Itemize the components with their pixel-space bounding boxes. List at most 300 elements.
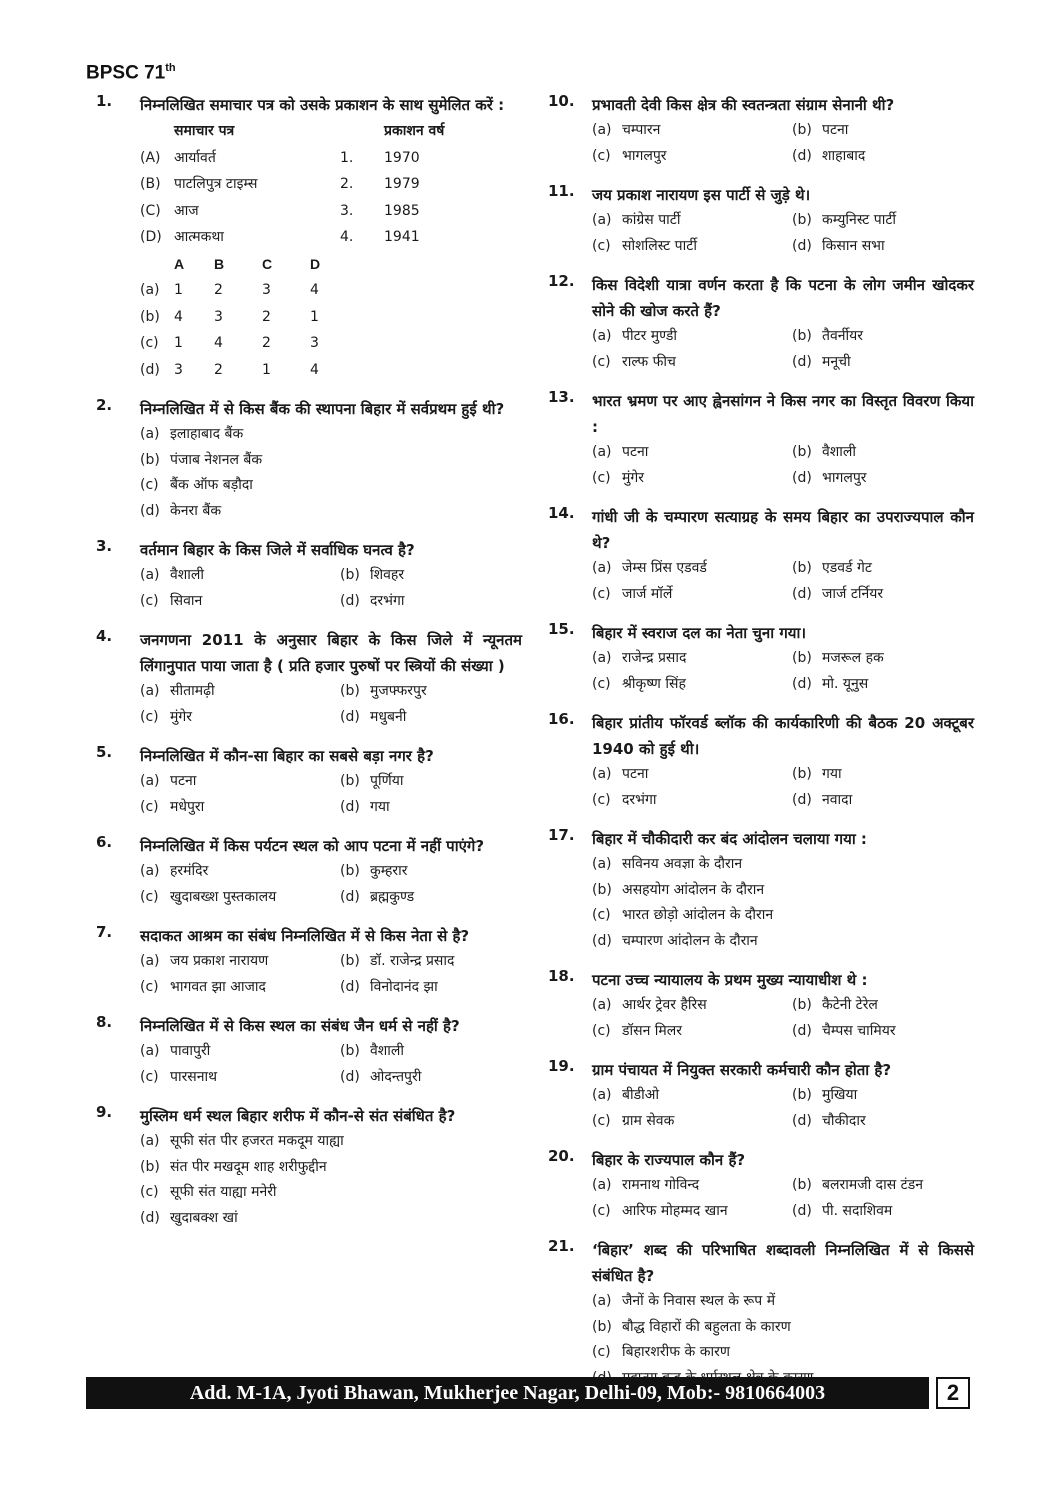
- option-label: (c): [592, 791, 611, 808]
- option-label: (b): [592, 881, 612, 898]
- question-text: वर्तमान बिहार के किस जिले में सर्वाधिक घनत्व है?: [140, 541, 415, 559]
- option-text: राजेन्द्र प्रसाद: [622, 650, 687, 666]
- option-text: पावापुरी: [170, 1043, 211, 1059]
- left-column: [86, 92, 522, 1244]
- option-text: मुखिया: [822, 1087, 858, 1103]
- option-text: बिहारशरीफ के कारण: [622, 1344, 730, 1360]
- code-label: (d): [140, 361, 160, 378]
- question-text: किस विदेशी यात्रा वर्णन करता है कि पटना के लोग जमीन खोदकर सोने की खोज करते हैं?: [592, 276, 974, 320]
- option-text: बलरामजी दास टंडन: [822, 1177, 923, 1193]
- code-value: 2: [214, 282, 223, 298]
- code-value: 3: [262, 282, 271, 298]
- option-label: (a): [140, 773, 160, 789]
- question-text: गांधी जी के चम्पारण सत्याग्रह के समय बिहार का उपराज्यपाल कौन थे?: [592, 508, 974, 552]
- match-col1-head: समाचार पत्र: [174, 123, 235, 139]
- question: [538, 92, 974, 169]
- question-text: पटना उच्च न्यायालय के प्रथम मुख्य न्यायाधीश थे :: [592, 971, 868, 989]
- question-number: 1.: [96, 92, 113, 110]
- option: [592, 1289, 974, 1315]
- question-number: 19.: [548, 1057, 575, 1075]
- option-label: (b): [792, 444, 812, 460]
- option-text: सूफी संत याह्या मनेरी: [170, 1184, 277, 1200]
- option-text: संत पीर मखदूम शाह शरीफुद्दीन: [170, 1158, 327, 1175]
- option: [140, 448, 522, 474]
- match-row-num: 1.: [340, 149, 354, 166]
- option-text: पूर्णिया: [370, 773, 404, 789]
- option-label: (d): [792, 1202, 812, 1219]
- option-label: (d): [340, 888, 360, 905]
- options-grid: [592, 118, 974, 169]
- option-label: (b): [792, 1087, 812, 1103]
- option-label: (d): [340, 978, 360, 995]
- question: [538, 710, 974, 813]
- code-value: 4: [174, 308, 183, 325]
- code-row: [140, 357, 522, 384]
- option-label: (c): [140, 592, 159, 609]
- option-label: (b): [792, 560, 812, 576]
- option-text: कम्युनिस्ट पार्टी: [822, 212, 897, 228]
- question-number: 6.: [96, 833, 113, 851]
- option-text: हरमंदिर: [170, 863, 209, 879]
- options-grid: [140, 1039, 522, 1090]
- code-value: 3: [310, 335, 319, 351]
- option-text: पटना: [822, 122, 849, 138]
- question-text: जनगणना 2011 के अनुसार बिहार के किस जिले में न्यूनतम लिंगानुपात पाया जाता है ( प्रति हजार पुरुषों पर स्त्रियों की संख्या ): [140, 631, 522, 675]
- code-value: 2: [262, 308, 271, 325]
- exam-title: BPSC 71: [86, 62, 166, 84]
- options-grid: [592, 208, 974, 259]
- code-label: (a): [140, 282, 160, 298]
- code-value: 1: [310, 308, 319, 325]
- page-header: [86, 62, 176, 84]
- match-row-num: 3.: [340, 202, 354, 219]
- question: [538, 182, 974, 259]
- option-text: पारसनाथ: [170, 1068, 218, 1085]
- match-row-label: (C): [140, 202, 161, 219]
- option-text: ग्राम सेवक: [622, 1112, 675, 1129]
- option-label: (a): [592, 122, 612, 138]
- option-label: (c): [140, 798, 159, 815]
- option-label: (c): [592, 675, 611, 692]
- option-label: (b): [140, 1158, 160, 1175]
- option-text: सीतामढ़ी: [170, 683, 215, 699]
- question-text: बिहार के राज्यपाल कौन हैं?: [592, 1151, 746, 1169]
- code-value: 4: [310, 361, 319, 378]
- option-label: (b): [792, 122, 812, 138]
- option-text: गया: [370, 798, 390, 815]
- question-text: ग्राम पंचायत में नियुक्त सरकारी कर्मचारी कौन होता है?: [592, 1061, 892, 1079]
- option-label: (b): [340, 773, 360, 789]
- option-text: गया: [822, 766, 842, 782]
- question-number: 14.: [548, 504, 575, 522]
- option-text: सविनय अवज्ञा के दौरान: [622, 856, 743, 872]
- option-label: (b): [340, 683, 360, 699]
- match-table: [140, 118, 522, 251]
- option-label: (a): [592, 212, 612, 228]
- option-label: (d): [792, 675, 812, 692]
- option-label: (c): [140, 1184, 159, 1200]
- code-head: D: [310, 255, 321, 272]
- option-text: ब्रह्मकुण्ड: [370, 888, 415, 905]
- question: [538, 272, 974, 375]
- option-label: (a): [140, 863, 160, 879]
- match-row-label: (B): [140, 176, 161, 192]
- option: [592, 878, 974, 904]
- question-number: 4.: [96, 627, 113, 645]
- option-label: (d): [592, 932, 612, 949]
- question-text: निम्नलिखित में कौन-सा बिहार का सबसे बड़ा नगर है?: [140, 747, 434, 765]
- question: [86, 537, 522, 614]
- option-text: मजरूल हक: [822, 650, 884, 666]
- option-label: (a): [140, 683, 160, 699]
- option-label: (a): [592, 560, 612, 576]
- option-text: आर्थर ट्रेवर हैरिस: [622, 997, 707, 1013]
- question: [86, 923, 522, 1000]
- question-number: 8.: [96, 1013, 113, 1031]
- option-label: (c): [140, 1068, 159, 1085]
- option-text: बैंक ऑफ बड़ौदा: [170, 477, 253, 493]
- question-text: मुस्लिम धर्म स्थल बिहार शरीफ में कौन-से संत संबंधित है?: [140, 1107, 456, 1125]
- option-label: (a): [592, 1087, 612, 1103]
- option-text: विनोदानंद झा: [370, 978, 438, 995]
- options-grid: [140, 859, 522, 910]
- question: [538, 388, 974, 491]
- code-value: 3: [174, 361, 183, 378]
- code-row: [140, 330, 522, 357]
- option-label: (b): [792, 328, 812, 344]
- code-head: A: [174, 255, 185, 272]
- option-label: (a): [592, 766, 612, 782]
- option-text: जार्ज मॉर्ले: [622, 585, 673, 602]
- option-text: वैशाली: [822, 444, 857, 460]
- option-text: श्रीकृष्ण सिंह: [622, 675, 686, 692]
- option-label: (b): [340, 953, 360, 969]
- option-label: (a): [140, 567, 160, 583]
- option-text: भागलपुर: [622, 147, 667, 164]
- code-row: [140, 277, 522, 304]
- question-number: 18.: [548, 967, 575, 985]
- option-label: (b): [140, 451, 160, 468]
- question-text: जय प्रकाश नारायण इस पार्टी से जुड़े थे।: [592, 186, 811, 204]
- option-label: (d): [140, 1209, 160, 1226]
- option-text: पंजाब नेशनल बैंक: [170, 451, 263, 468]
- question-number: 12.: [548, 272, 575, 290]
- option-text: चौकीदार: [822, 1112, 866, 1129]
- option: [140, 422, 522, 448]
- option-label: (a): [592, 997, 612, 1013]
- code-label: (c): [140, 335, 159, 351]
- option-label: (c): [592, 469, 611, 486]
- question: [538, 620, 974, 697]
- question: [86, 396, 522, 524]
- code-spacer: [140, 251, 174, 278]
- code-head: B: [214, 255, 225, 272]
- option-label: (a): [140, 953, 160, 969]
- option-text: सूफी संत पीर हजरत मकदूम याह्या: [170, 1133, 344, 1149]
- option-label: (c): [592, 1112, 611, 1129]
- code-head: C: [262, 255, 273, 272]
- option-label: (c): [592, 907, 611, 923]
- option-label: (d): [340, 592, 360, 609]
- option-text: खुदाबख्श पुस्तकालय: [170, 888, 277, 905]
- option-label: (b): [792, 1177, 812, 1193]
- options-grid: [592, 993, 974, 1044]
- options-grid: [140, 949, 522, 1000]
- option-label: (b): [592, 1318, 612, 1335]
- question-number: 13.: [548, 388, 575, 406]
- option-label: (c): [592, 585, 611, 602]
- match-col2-head: प्रकाशन वर्ष: [384, 123, 445, 139]
- option-label: (c): [592, 353, 611, 370]
- option-text: आरिफ मोहम्मद खान: [622, 1202, 728, 1219]
- option-label: (d): [140, 502, 160, 519]
- question: [538, 504, 974, 607]
- option-text: रामनाथ गोविन्द: [622, 1177, 700, 1193]
- question: [538, 967, 974, 1044]
- option-text: मनूची: [822, 353, 851, 370]
- option-label: (d): [792, 147, 812, 164]
- option-text: बीडीओ: [622, 1087, 660, 1103]
- right-column: [538, 92, 974, 1404]
- options-grid: [592, 440, 974, 491]
- question-number: 5.: [96, 743, 113, 761]
- question-number: 3.: [96, 537, 113, 555]
- code-value: 4: [214, 335, 223, 351]
- option-text: कुम्हरार: [370, 863, 408, 879]
- question-number: 21.: [548, 1237, 575, 1255]
- option-label: (d): [792, 353, 812, 370]
- option-text: कांग्रेस पार्टी: [622, 212, 681, 228]
- option-text: ओदन्तपुरी: [370, 1068, 422, 1085]
- question: [538, 1057, 974, 1134]
- option: [140, 1129, 522, 1155]
- option-label: (c): [140, 708, 159, 725]
- option-label: (a): [592, 444, 612, 460]
- option-text: वैशाली: [170, 567, 205, 583]
- option-text: पटना: [622, 766, 649, 782]
- option-text: मुंगेर: [622, 469, 644, 486]
- code-value: 3: [214, 308, 223, 325]
- option-label: (b): [792, 650, 812, 666]
- option-label: (d): [792, 791, 812, 808]
- option-text: दरभंगा: [622, 791, 657, 808]
- options-grid: [140, 563, 522, 614]
- option-label: (a): [592, 1293, 612, 1309]
- option-text: शिवहर: [370, 567, 405, 583]
- question: [86, 92, 522, 383]
- option-label: (b): [792, 766, 812, 782]
- option-text: भारत छोड़ो आंदोलन के दौरान: [622, 907, 774, 923]
- option-label: (d): [792, 1112, 812, 1129]
- question: [86, 1013, 522, 1090]
- option-text: मो. यूनुस: [822, 675, 869, 692]
- option-text: खुदाबक्श खां: [170, 1209, 238, 1226]
- option: [592, 1315, 974, 1341]
- option-text: राल्फ फीच: [622, 353, 676, 370]
- option-label: (d): [792, 1022, 812, 1039]
- option-text: पटना: [622, 444, 649, 460]
- option-label: (b): [792, 212, 812, 228]
- match-row-label: (D): [140, 229, 162, 245]
- question-number: 16.: [548, 710, 575, 728]
- question-number: 15.: [548, 620, 575, 638]
- match-spacer: [340, 118, 384, 145]
- question-text: भारत भ्रमण पर आए ह्वेनसांगन ने किस नगर का विस्तृत विवरण किया :: [592, 392, 974, 436]
- option-label: (c): [592, 147, 611, 164]
- options-grid: [592, 1173, 974, 1224]
- option-label: (a): [140, 1133, 160, 1149]
- question-text: सदाकत आश्रम का संबंध निम्नलिखित में से किस नेता से है?: [140, 927, 470, 945]
- question-number: 7.: [96, 923, 113, 941]
- option-text: डॉ. राजेन्द्र प्रसाद: [370, 953, 455, 969]
- exam-title-sup: th: [165, 62, 176, 74]
- code-value: 2: [262, 335, 271, 351]
- option-label: (a): [592, 1177, 612, 1193]
- option-label: (b): [792, 997, 812, 1013]
- question-number: 2.: [96, 396, 113, 414]
- question-number: 11.: [548, 182, 575, 200]
- option-text: वैशाली: [370, 1043, 405, 1059]
- option: [140, 1180, 522, 1206]
- option-text: पीटर मुण्डी: [622, 328, 677, 344]
- option-text: नवादा: [822, 791, 853, 808]
- option-text: जेम्स प्रिंस एडवर्ड: [622, 560, 707, 576]
- options-grid: [592, 646, 974, 697]
- option-label: (d): [340, 1068, 360, 1085]
- question-text: बिहार में चौकीदारी कर बंद आंदोलन चलाया गया :: [592, 830, 867, 848]
- match-row-label: (A): [140, 149, 161, 166]
- question-number: 10.: [548, 92, 575, 110]
- match-row-value: 1941: [384, 229, 420, 245]
- question-number: 9.: [96, 1103, 113, 1121]
- options-grid: [592, 1083, 974, 1134]
- code-value: 4: [310, 282, 319, 298]
- options-grid: [140, 679, 522, 730]
- option-text: भागलपुर: [822, 469, 867, 486]
- option-text: चम्पारण आंदोलन के दौरान: [622, 932, 758, 949]
- option-text: सिवान: [170, 592, 203, 609]
- option-text: सोशलिस्ट पार्टी: [622, 237, 697, 254]
- question: [86, 627, 522, 730]
- option-text: असहयोग आंदोलन के दौरान: [622, 881, 765, 898]
- question-number: 17.: [548, 826, 575, 844]
- option-label: (d): [340, 798, 360, 815]
- question: [86, 743, 522, 820]
- match-row-value: 1970: [384, 149, 420, 166]
- code-label: (b): [140, 308, 160, 325]
- option-text: पटना: [170, 773, 197, 789]
- option-text: भागवत झा आजाद: [170, 978, 266, 995]
- match-spacer: [140, 118, 174, 145]
- option-text: पी. सदाशिवम: [822, 1202, 893, 1219]
- option: [592, 1340, 974, 1366]
- option-label: (c): [140, 978, 159, 995]
- option-label: (a): [592, 856, 612, 872]
- option-text: किसान सभा: [822, 237, 885, 254]
- question-text: प्रभावती देवी किस क्षेत्र की स्वतन्त्रता संग्राम सेनानी थी?: [592, 96, 895, 114]
- option: [140, 499, 522, 525]
- question-text: निम्नलिखित समाचार पत्र को उसके प्रकाशन के साथ सुमेलित करें :: [140, 96, 505, 114]
- question: [538, 826, 974, 954]
- match-row-item: आर्यावर्त: [174, 149, 216, 166]
- option-text: जार्ज टर्नियर: [822, 585, 884, 602]
- option-label: (a): [140, 1043, 160, 1059]
- option-label: (c): [140, 477, 159, 493]
- match-row-value: 1985: [384, 202, 420, 219]
- question-text: बिहार प्रांतीय फॉरवर्ड ब्लॉक की कार्यकारिणी की बैठक 20 अक्टूबर 1940 को हुई थी।: [592, 714, 974, 758]
- options-grid: [592, 324, 974, 375]
- option-text: दरभंगा: [370, 592, 405, 609]
- option: [140, 1155, 522, 1181]
- code-header: [140, 251, 522, 278]
- option-label: (c): [592, 237, 611, 254]
- question-text: ‘बिहार’ शब्द की परिभाषित शब्दावली निम्नलिखित में से किससे संबंधित है?: [592, 1241, 974, 1285]
- option-text: मुजफ्फरपुर: [370, 683, 427, 699]
- option-text: कैटेनी टेरेल: [822, 997, 878, 1013]
- option: [592, 852, 974, 878]
- question-text: निम्नलिखित में से किस स्थल का संबंध जैन धर्म से नहीं है?: [140, 1017, 460, 1035]
- question: [538, 1237, 974, 1391]
- option: [140, 473, 522, 499]
- question-text: निम्नलिखित में किस पर्यटन स्थल को आप पटना में नहीं पाएंगे?: [140, 837, 485, 855]
- option-text: एडवर्ड गेट: [822, 560, 872, 576]
- match-row-item: पाटलिपुत्र टाइम्स: [174, 176, 258, 192]
- page-number: 2: [936, 1377, 970, 1409]
- option-text: जय प्रकाश नारायण: [170, 953, 269, 969]
- match-row-item: आज: [174, 202, 199, 219]
- option-text: केनरा बैंक: [170, 502, 222, 519]
- option-text: शाहाबाद: [822, 147, 866, 164]
- option-label: (d): [340, 708, 360, 725]
- match-row-num: 4.: [340, 229, 354, 245]
- question: [86, 1103, 522, 1231]
- options-grid: [592, 762, 974, 813]
- question-text: निम्नलिखित में से किस बैंक की स्थापना बिहार में सर्वप्रथम हुई थी?: [140, 400, 505, 418]
- option-label: (c): [592, 1344, 611, 1360]
- option: [592, 903, 974, 929]
- question-text: बिहार में स्वराज दल का नेता चुना गया।: [592, 624, 807, 642]
- option-label: (c): [592, 1022, 611, 1039]
- option-text: मुंगेर: [170, 708, 192, 725]
- code-value: 1: [262, 361, 271, 378]
- option-label: (b): [340, 863, 360, 879]
- code-value: 2: [214, 361, 223, 378]
- code-value: 1: [174, 335, 183, 351]
- options-grid: [592, 556, 974, 607]
- option-label: (b): [340, 1043, 360, 1059]
- option-label: (d): [792, 585, 812, 602]
- option-label: (c): [592, 1202, 611, 1219]
- option-label: (a): [592, 328, 612, 344]
- match-row-value: 1979: [384, 176, 420, 192]
- option-text: चम्पारन: [622, 122, 661, 138]
- option-text: चैम्पस चामियर: [822, 1022, 896, 1039]
- question: [538, 1147, 974, 1224]
- question: [86, 833, 522, 910]
- option-label: (b): [340, 567, 360, 583]
- option-text: जैनों के निवास स्थल के रूप में: [622, 1293, 776, 1309]
- option-label: (d): [792, 469, 812, 486]
- code-value: 1: [174, 282, 183, 298]
- option-text: इलाहाबाद बैंक: [170, 426, 244, 442]
- option-text: मधेपुरा: [170, 798, 205, 815]
- match-row-item: आत्मकथा: [174, 229, 224, 245]
- option-label: (c): [140, 888, 159, 905]
- match-row-num: 2.: [340, 176, 354, 192]
- option: [140, 1206, 522, 1232]
- option-label: (a): [140, 426, 160, 442]
- option-label: (d): [792, 237, 812, 254]
